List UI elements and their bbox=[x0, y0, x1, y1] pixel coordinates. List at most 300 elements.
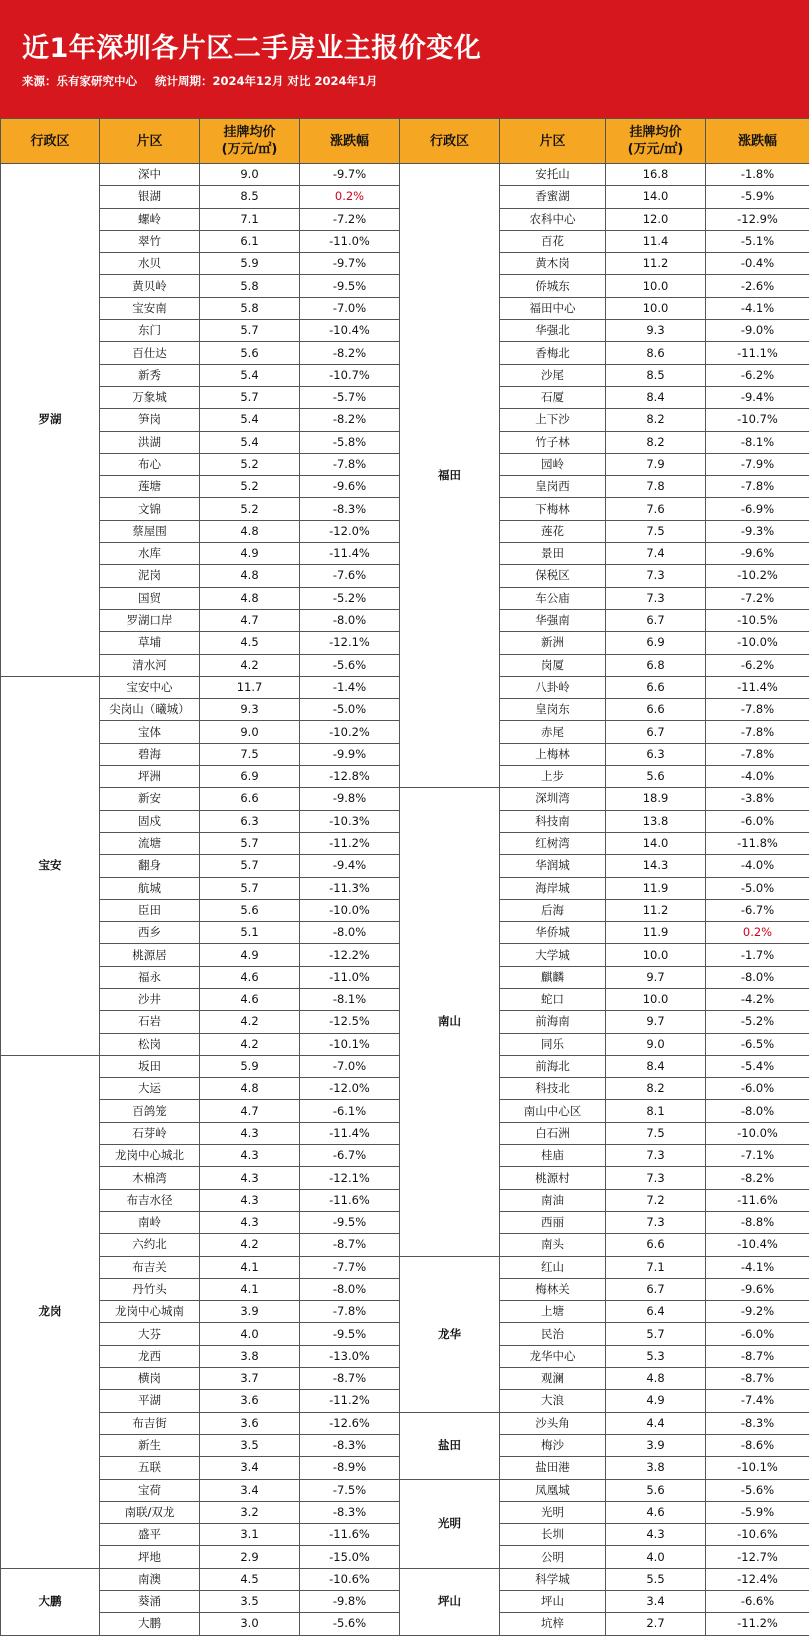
price-cell: 8.5 bbox=[606, 364, 706, 386]
area-cell: 下梅林 bbox=[500, 498, 606, 520]
area-cell: 南山中心区 bbox=[500, 1100, 606, 1122]
change-cell: -5.0% bbox=[706, 877, 809, 899]
price-cell: 5.4 bbox=[200, 409, 300, 431]
price-cell: 10.0 bbox=[606, 297, 706, 319]
price-cell: 9.7 bbox=[606, 966, 706, 988]
area-cell: 竹子林 bbox=[500, 431, 606, 453]
change-cell: -5.2% bbox=[300, 587, 400, 609]
price-cell: 6.7 bbox=[606, 609, 706, 631]
price-cell: 7.8 bbox=[606, 476, 706, 498]
area-cell: 园岭 bbox=[500, 453, 606, 475]
price-cell: 7.9 bbox=[606, 453, 706, 475]
change-cell: -8.3% bbox=[706, 1412, 809, 1434]
price-cell: 6.6 bbox=[606, 699, 706, 721]
area-cell: 安托山 bbox=[500, 164, 606, 186]
change-cell: -8.2% bbox=[300, 409, 400, 431]
price-cell: 3.9 bbox=[200, 1301, 300, 1323]
change-cell: -4.0% bbox=[706, 855, 809, 877]
price-cell: 6.3 bbox=[200, 810, 300, 832]
price-cell: 3.4 bbox=[200, 1457, 300, 1479]
area-cell: 长圳 bbox=[500, 1524, 606, 1546]
price-cell: 16.8 bbox=[606, 164, 706, 186]
change-cell: -6.9% bbox=[706, 498, 809, 520]
area-cell: 石岩 bbox=[100, 1011, 200, 1033]
change-cell: -11.1% bbox=[706, 342, 809, 364]
area-cell: 八卦岭 bbox=[500, 676, 606, 698]
area-cell: 麒麟 bbox=[500, 966, 606, 988]
price-cell: 11.2 bbox=[606, 899, 706, 921]
price-cell: 9.0 bbox=[606, 1033, 706, 1055]
change-cell: -12.8% bbox=[300, 766, 400, 788]
area-cell: 华侨城 bbox=[500, 922, 606, 944]
price-cell: 4.8 bbox=[606, 1368, 706, 1390]
area-cell: 泥岗 bbox=[100, 565, 200, 587]
area-cell: 龙华中心 bbox=[500, 1345, 606, 1367]
district-cell: 宝安 bbox=[1, 676, 100, 1055]
area-cell: 大芬 bbox=[100, 1323, 200, 1345]
change-cell: -11.2% bbox=[706, 1613, 809, 1635]
area-cell: 香梅北 bbox=[500, 342, 606, 364]
change-cell: -6.7% bbox=[300, 1145, 400, 1167]
change-cell: -6.6% bbox=[706, 1591, 809, 1613]
price-cell: 4.2 bbox=[200, 1234, 300, 1256]
area-cell: 西丽 bbox=[500, 1211, 606, 1233]
area-cell: 南头 bbox=[500, 1234, 606, 1256]
price-cell: 7.3 bbox=[606, 565, 706, 587]
price-cell: 14.0 bbox=[606, 186, 706, 208]
area-cell: 科技南 bbox=[500, 810, 606, 832]
col-area-right: 片区 bbox=[500, 119, 606, 164]
change-cell: -7.9% bbox=[706, 453, 809, 475]
price-table bbox=[0, 118, 809, 1636]
area-cell: 龙西 bbox=[100, 1345, 200, 1367]
area-cell: 海岸城 bbox=[500, 877, 606, 899]
change-cell: -4.1% bbox=[706, 1256, 809, 1278]
change-cell: -7.0% bbox=[300, 297, 400, 319]
price-cell: 5.7 bbox=[200, 386, 300, 408]
area-cell: 后海 bbox=[500, 899, 606, 921]
area-cell: 上梅林 bbox=[500, 743, 606, 765]
area-cell: 皇岗西 bbox=[500, 476, 606, 498]
price-cell: 4.6 bbox=[200, 988, 300, 1010]
change-cell: -10.5% bbox=[706, 609, 809, 631]
area-cell: 莲花 bbox=[500, 520, 606, 542]
change-cell: -12.0% bbox=[300, 1078, 400, 1100]
table-body bbox=[1, 164, 809, 1636]
price-cell: 3.9 bbox=[606, 1434, 706, 1456]
change-cell: -7.8% bbox=[300, 453, 400, 475]
area-cell: 西乡 bbox=[100, 922, 200, 944]
area-cell: 文锦 bbox=[100, 498, 200, 520]
change-cell: -7.6% bbox=[300, 565, 400, 587]
area-cell: 光明 bbox=[500, 1501, 606, 1523]
area-cell: 科技北 bbox=[500, 1078, 606, 1100]
area-cell: 上步 bbox=[500, 766, 606, 788]
change-cell: -12.9% bbox=[706, 208, 809, 230]
area-cell: 万象城 bbox=[100, 386, 200, 408]
district-cell: 光明 bbox=[400, 1479, 500, 1568]
area-cell: 流塘 bbox=[100, 832, 200, 854]
change-cell: -8.7% bbox=[706, 1345, 809, 1367]
area-cell: 农科中心 bbox=[500, 208, 606, 230]
price-cell: 3.6 bbox=[200, 1412, 300, 1434]
change-cell: -9.3% bbox=[706, 520, 809, 542]
change-cell: -10.6% bbox=[300, 1568, 400, 1590]
price-cell: 5.6 bbox=[200, 899, 300, 921]
price-cell: 6.6 bbox=[606, 676, 706, 698]
area-cell: 国贸 bbox=[100, 587, 200, 609]
district-cell: 福田 bbox=[400, 164, 500, 788]
area-cell: 桂庙 bbox=[500, 1145, 606, 1167]
price-cell: 4.3 bbox=[200, 1189, 300, 1211]
price-cell: 5.6 bbox=[606, 1479, 706, 1501]
area-cell: 坑梓 bbox=[500, 1613, 606, 1635]
change-cell: -9.5% bbox=[300, 275, 400, 297]
change-cell: -3.8% bbox=[706, 788, 809, 810]
change-cell: -5.6% bbox=[300, 1613, 400, 1635]
area-cell: 银湖 bbox=[100, 186, 200, 208]
price-cell: 4.6 bbox=[606, 1501, 706, 1523]
area-cell: 盛平 bbox=[100, 1524, 200, 1546]
price-cell: 5.2 bbox=[200, 498, 300, 520]
change-cell: -6.0% bbox=[706, 810, 809, 832]
change-cell: -5.9% bbox=[706, 1501, 809, 1523]
area-cell: 南澳 bbox=[100, 1568, 200, 1590]
change-cell: -10.6% bbox=[706, 1524, 809, 1546]
area-cell: 布吉街 bbox=[100, 1412, 200, 1434]
price-cell: 3.4 bbox=[200, 1479, 300, 1501]
page-title: 近1年深圳各片区二手房业主报价变化 bbox=[22, 26, 481, 65]
change-cell: -7.8% bbox=[706, 743, 809, 765]
area-cell: 南联/双龙 bbox=[100, 1501, 200, 1523]
change-cell: -8.6% bbox=[706, 1434, 809, 1456]
price-cell: 12.0 bbox=[606, 208, 706, 230]
change-cell: -9.7% bbox=[300, 164, 400, 186]
change-cell: -4.1% bbox=[706, 297, 809, 319]
col-price-left: 挂牌均价 (万元/㎡) bbox=[200, 119, 300, 164]
price-cell: 6.6 bbox=[200, 788, 300, 810]
price-cell: 4.1 bbox=[200, 1278, 300, 1300]
change-cell: 0.2% bbox=[300, 186, 400, 208]
change-cell: -10.7% bbox=[706, 409, 809, 431]
district-cell: 大鹏 bbox=[1, 1568, 100, 1635]
area-cell: 坪山 bbox=[500, 1591, 606, 1613]
price-cell: 7.5 bbox=[200, 743, 300, 765]
change-cell: -11.4% bbox=[300, 543, 400, 565]
price-cell: 2.7 bbox=[606, 1613, 706, 1635]
price-cell: 2.9 bbox=[200, 1546, 300, 1568]
price-cell: 5.7 bbox=[200, 877, 300, 899]
price-cell: 3.2 bbox=[200, 1501, 300, 1523]
price-cell: 4.9 bbox=[200, 543, 300, 565]
area-cell: 航城 bbox=[100, 877, 200, 899]
area-cell: 石厦 bbox=[500, 386, 606, 408]
price-cell: 5.9 bbox=[200, 253, 300, 275]
area-cell: 桃源居 bbox=[100, 944, 200, 966]
change-cell: -8.7% bbox=[706, 1368, 809, 1390]
change-cell: -9.9% bbox=[300, 743, 400, 765]
area-cell: 黄贝岭 bbox=[100, 275, 200, 297]
title-banner bbox=[0, 0, 809, 118]
area-cell: 水贝 bbox=[100, 253, 200, 275]
area-cell: 凤凰城 bbox=[500, 1479, 606, 1501]
price-cell: 5.6 bbox=[606, 766, 706, 788]
price-cell: 5.3 bbox=[606, 1345, 706, 1367]
area-cell: 布心 bbox=[100, 453, 200, 475]
area-cell: 五联 bbox=[100, 1457, 200, 1479]
change-cell: -8.3% bbox=[300, 1434, 400, 1456]
change-cell: -12.1% bbox=[300, 1167, 400, 1189]
change-cell: -9.4% bbox=[300, 855, 400, 877]
price-cell: 7.5 bbox=[606, 1122, 706, 1144]
change-cell: -11.6% bbox=[300, 1524, 400, 1546]
price-cell: 5.7 bbox=[606, 1323, 706, 1345]
district-cell: 龙华 bbox=[400, 1256, 500, 1412]
area-cell: 华强北 bbox=[500, 320, 606, 342]
change-cell: -5.4% bbox=[706, 1055, 809, 1077]
area-cell: 沙头角 bbox=[500, 1412, 606, 1434]
change-cell: -13.0% bbox=[300, 1345, 400, 1367]
area-cell: 草埔 bbox=[100, 632, 200, 654]
price-cell: 4.3 bbox=[200, 1122, 300, 1144]
change-cell: -12.6% bbox=[300, 1412, 400, 1434]
price-cell: 7.1 bbox=[606, 1256, 706, 1278]
price-cell: 4.5 bbox=[200, 632, 300, 654]
price-cell: 9.3 bbox=[200, 699, 300, 721]
price-cell: 6.7 bbox=[606, 1278, 706, 1300]
area-cell: 黄木岗 bbox=[500, 253, 606, 275]
area-cell: 沙井 bbox=[100, 988, 200, 1010]
area-cell: 民治 bbox=[500, 1323, 606, 1345]
area-cell: 景田 bbox=[500, 543, 606, 565]
area-cell: 上下沙 bbox=[500, 409, 606, 431]
change-cell: -11.0% bbox=[300, 230, 400, 252]
col-change-right: 涨跌幅 bbox=[706, 119, 809, 164]
area-cell: 福田中心 bbox=[500, 297, 606, 319]
change-cell: -5.6% bbox=[706, 1479, 809, 1501]
area-cell: 莲塘 bbox=[100, 476, 200, 498]
change-cell: -9.8% bbox=[300, 1591, 400, 1613]
price-cell: 4.9 bbox=[606, 1390, 706, 1412]
change-cell: -9.6% bbox=[706, 543, 809, 565]
price-cell: 5.7 bbox=[200, 855, 300, 877]
price-cell: 3.7 bbox=[200, 1368, 300, 1390]
price-cell: 7.4 bbox=[606, 543, 706, 565]
change-cell: -1.7% bbox=[706, 944, 809, 966]
area-cell: 大浪 bbox=[500, 1390, 606, 1412]
change-cell: -8.0% bbox=[300, 1278, 400, 1300]
price-cell: 4.2 bbox=[200, 1011, 300, 1033]
table-row bbox=[1, 1479, 809, 1501]
price-cell: 5.8 bbox=[200, 275, 300, 297]
change-cell: -9.2% bbox=[706, 1301, 809, 1323]
price-cell: 8.2 bbox=[606, 409, 706, 431]
change-cell: -11.2% bbox=[300, 832, 400, 854]
price-cell: 5.2 bbox=[200, 476, 300, 498]
price-cell: 3.0 bbox=[200, 1613, 300, 1635]
area-cell: 皇岗东 bbox=[500, 699, 606, 721]
change-cell: -8.0% bbox=[300, 922, 400, 944]
area-cell: 水库 bbox=[100, 543, 200, 565]
table-row bbox=[1, 1412, 809, 1434]
price-cell: 11.4 bbox=[606, 230, 706, 252]
price-cell: 4.3 bbox=[200, 1211, 300, 1233]
change-cell: -12.5% bbox=[300, 1011, 400, 1033]
area-cell: 大学城 bbox=[500, 944, 606, 966]
change-cell: -6.0% bbox=[706, 1078, 809, 1100]
area-cell: 龙岗中心城北 bbox=[100, 1145, 200, 1167]
area-cell: 华润城 bbox=[500, 855, 606, 877]
change-cell: -11.3% bbox=[300, 877, 400, 899]
change-cell: 0.2% bbox=[706, 922, 809, 944]
change-cell: -7.2% bbox=[706, 587, 809, 609]
change-cell: -11.6% bbox=[300, 1189, 400, 1211]
price-cell: 8.2 bbox=[606, 431, 706, 453]
price-cell: 9.0 bbox=[200, 721, 300, 743]
price-cell: 4.1 bbox=[200, 1256, 300, 1278]
price-cell: 7.6 bbox=[606, 498, 706, 520]
price-cell: 8.6 bbox=[606, 342, 706, 364]
change-cell: -10.2% bbox=[706, 565, 809, 587]
change-cell: -7.8% bbox=[706, 699, 809, 721]
area-cell: 松岗 bbox=[100, 1033, 200, 1055]
price-cell: 14.0 bbox=[606, 832, 706, 854]
price-cell: 4.2 bbox=[200, 654, 300, 676]
price-cell: 14.3 bbox=[606, 855, 706, 877]
price-cell: 4.0 bbox=[606, 1546, 706, 1568]
price-cell: 4.8 bbox=[200, 565, 300, 587]
change-cell: -8.1% bbox=[706, 431, 809, 453]
price-cell: 5.2 bbox=[200, 453, 300, 475]
area-cell: 科学城 bbox=[500, 1568, 606, 1590]
area-cell: 螺岭 bbox=[100, 208, 200, 230]
price-cell: 7.3 bbox=[606, 587, 706, 609]
price-cell: 10.0 bbox=[606, 275, 706, 297]
area-cell: 坪洲 bbox=[100, 766, 200, 788]
district-cell: 南山 bbox=[400, 788, 500, 1256]
area-cell: 深中 bbox=[100, 164, 200, 186]
area-cell: 梅林关 bbox=[500, 1278, 606, 1300]
price-cell: 6.9 bbox=[200, 766, 300, 788]
area-cell: 赤尾 bbox=[500, 721, 606, 743]
district-cell: 坪山 bbox=[400, 1568, 500, 1635]
price-cell: 9.3 bbox=[606, 320, 706, 342]
area-cell: 尖岗山（曦城） bbox=[100, 699, 200, 721]
change-cell: -1.8% bbox=[706, 164, 809, 186]
area-cell: 洪湖 bbox=[100, 431, 200, 453]
area-cell: 固戍 bbox=[100, 810, 200, 832]
change-cell: -11.6% bbox=[706, 1189, 809, 1211]
price-cell: 6.3 bbox=[606, 743, 706, 765]
price-cell: 3.5 bbox=[200, 1591, 300, 1613]
price-cell: 4.6 bbox=[200, 966, 300, 988]
price-cell: 4.7 bbox=[200, 1100, 300, 1122]
price-cell: 11.9 bbox=[606, 922, 706, 944]
price-cell: 4.8 bbox=[200, 587, 300, 609]
price-cell: 3.8 bbox=[200, 1345, 300, 1367]
change-cell: -9.5% bbox=[300, 1323, 400, 1345]
price-cell: 9.0 bbox=[200, 164, 300, 186]
area-cell: 深圳湾 bbox=[500, 788, 606, 810]
change-cell: -4.0% bbox=[706, 766, 809, 788]
area-cell: 侨城东 bbox=[500, 275, 606, 297]
area-cell: 梅沙 bbox=[500, 1434, 606, 1456]
area-cell: 南油 bbox=[500, 1189, 606, 1211]
change-cell: -5.7% bbox=[300, 386, 400, 408]
change-cell: -6.7% bbox=[706, 899, 809, 921]
change-cell: -5.2% bbox=[706, 1011, 809, 1033]
change-cell: -7.0% bbox=[300, 1055, 400, 1077]
change-cell: -2.6% bbox=[706, 275, 809, 297]
change-cell: -10.7% bbox=[300, 364, 400, 386]
price-cell: 11.9 bbox=[606, 877, 706, 899]
change-cell: -6.1% bbox=[300, 1100, 400, 1122]
change-cell: -8.8% bbox=[706, 1211, 809, 1233]
change-cell: -9.6% bbox=[300, 476, 400, 498]
area-cell: 大运 bbox=[100, 1078, 200, 1100]
price-cell: 6.7 bbox=[606, 721, 706, 743]
source-text: 来源：乐有家研究中心 bbox=[22, 74, 137, 88]
price-cell: 7.3 bbox=[606, 1167, 706, 1189]
area-cell: 葵涌 bbox=[100, 1591, 200, 1613]
price-cell: 9.7 bbox=[606, 1011, 706, 1033]
change-cell: -6.2% bbox=[706, 364, 809, 386]
col-change-left: 涨跌幅 bbox=[300, 119, 400, 164]
price-cell: 8.2 bbox=[606, 1078, 706, 1100]
area-cell: 大鹏 bbox=[100, 1613, 200, 1635]
price-cell: 7.5 bbox=[606, 520, 706, 542]
area-cell: 平湖 bbox=[100, 1390, 200, 1412]
change-cell: -8.7% bbox=[300, 1368, 400, 1390]
area-cell: 红树湾 bbox=[500, 832, 606, 854]
price-cell: 4.8 bbox=[200, 1078, 300, 1100]
area-cell: 丹竹头 bbox=[100, 1278, 200, 1300]
area-cell: 同乐 bbox=[500, 1033, 606, 1055]
area-cell: 坂田 bbox=[100, 1055, 200, 1077]
area-cell: 百鸽笼 bbox=[100, 1100, 200, 1122]
price-cell: 13.8 bbox=[606, 810, 706, 832]
change-cell: -7.7% bbox=[300, 1256, 400, 1278]
area-cell: 六约北 bbox=[100, 1234, 200, 1256]
change-cell: -11.4% bbox=[706, 676, 809, 698]
area-cell: 东门 bbox=[100, 320, 200, 342]
area-cell: 臣田 bbox=[100, 899, 200, 921]
price-cell: 4.3 bbox=[606, 1524, 706, 1546]
change-cell: -8.2% bbox=[300, 342, 400, 364]
price-cell: 8.4 bbox=[606, 1055, 706, 1077]
price-cell: 7.3 bbox=[606, 1211, 706, 1233]
change-cell: -11.0% bbox=[300, 966, 400, 988]
price-cell: 3.8 bbox=[606, 1457, 706, 1479]
change-cell: -5.9% bbox=[706, 186, 809, 208]
area-cell: 白石洲 bbox=[500, 1122, 606, 1144]
change-cell: -10.0% bbox=[300, 899, 400, 921]
area-cell: 岗厦 bbox=[500, 654, 606, 676]
price-cell: 6.8 bbox=[606, 654, 706, 676]
price-cell: 3.1 bbox=[200, 1524, 300, 1546]
area-cell: 上塘 bbox=[500, 1301, 606, 1323]
price-cell: 4.4 bbox=[606, 1412, 706, 1434]
area-cell: 翻身 bbox=[100, 855, 200, 877]
area-cell: 蛇口 bbox=[500, 988, 606, 1010]
area-cell: 前海南 bbox=[500, 1011, 606, 1033]
area-cell: 前海北 bbox=[500, 1055, 606, 1077]
change-cell: -15.0% bbox=[300, 1546, 400, 1568]
price-cell: 4.5 bbox=[200, 1568, 300, 1590]
area-cell: 宝荷 bbox=[100, 1479, 200, 1501]
area-cell: 百仕达 bbox=[100, 342, 200, 364]
price-cell: 10.0 bbox=[606, 944, 706, 966]
